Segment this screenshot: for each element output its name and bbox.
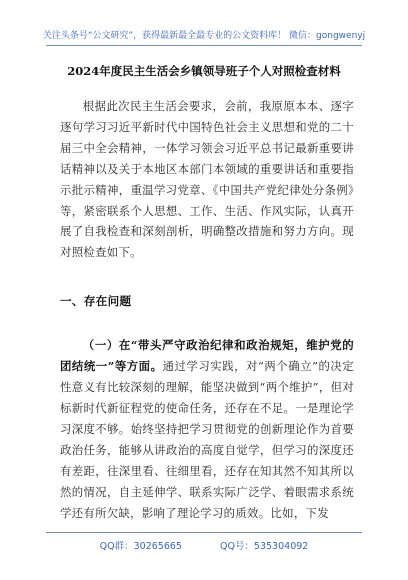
subsection-lead: （一）在“带头严守政治纪律和政治规矩，维护党的团结统一”等方面。: [60, 338, 354, 374]
footer-divider: [46, 532, 362, 533]
qq-group-link[interactable]: QQ群：30265665: [99, 541, 182, 552]
header-divider: [46, 45, 362, 46]
header-banner: 关注头条号“公文研究”，获得最新最全最专业的公文资料库！ 微信：gongwenyj: [42, 31, 366, 41]
subsection-paragraph: [60, 335, 354, 523]
intro-paragraph: 根据此次民主生活会要求，会前，我原原本本、逐字逐句学习习近平新时代中国特色社会主义思想和党的二十届三中全会精神，一体学习领会习近平总书记最新重要讲话精神以及关于本地区本部门本领域的重要讲话和重要指示批示精神，重温学习党章、《中国共产党纪律处分条例》等，紧密联系个人思想、工作、生活、作风实际，认真开展了自我检查和深刻剖析，明确整改措施和努力方向。现对照检查如下。: [60, 99, 354, 260]
subsection-text: 通过学习实践，对“两个确立”的决定性意义有比较深刻的理解，能坚决做到“两个维护”，但对标新时代新征程党的使命任务，还存在不足。一是理论学习深度不够。始终坚持把学习贯彻党的创新理论作为首要政治任务，能够从讲政治的高度自觉学，但学习的深度还有差距，往深里看、往细里看，还存在知其然不知其所以然的情况，自主延伸学、联系实际广泛学、着眼需求系统学还有所欠缺，影响了理论学习的质效。比如，下发: [60, 359, 354, 520]
document-title: 2024年度民主生活会乡镇领导班子个人对照检查材料: [67, 64, 341, 78]
qq-number-link[interactable]: QQ号：535304092: [219, 541, 309, 552]
section-heading: 一、存在问题: [60, 294, 132, 309]
footer-contacts: [0, 538, 408, 552]
document-body: [60, 96, 354, 523]
